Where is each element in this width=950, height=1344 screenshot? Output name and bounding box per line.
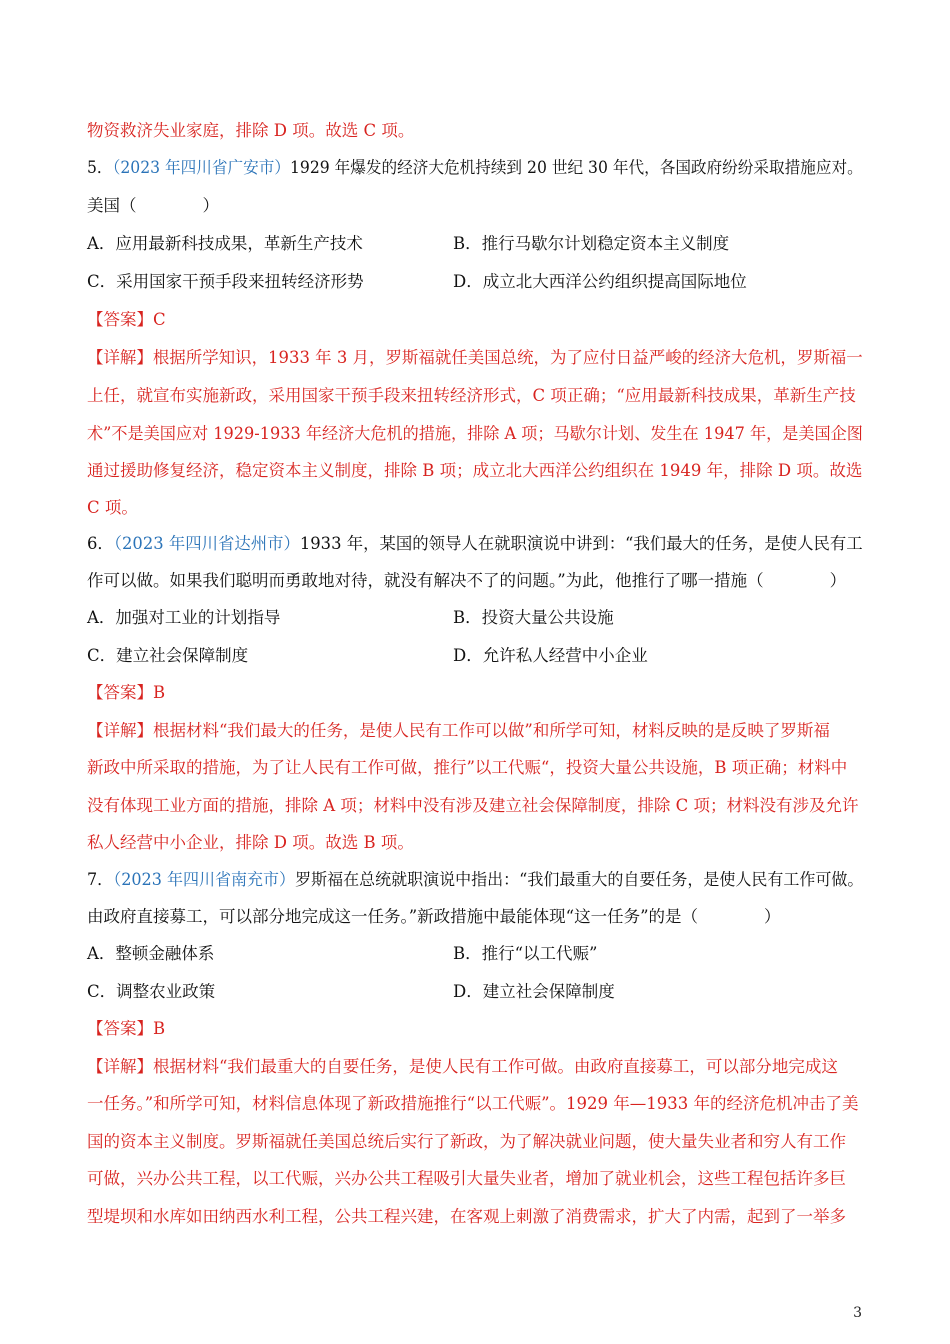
q6-detail-line: 私人经营中小企业，排除 D 项。故选 B 项。 — [87, 833, 414, 852]
q6-stem-line2: 作可以做。如果我们聪明而勇敢地对待，就没有解决不了的问题。”为此，他推行了哪一措施（ ） — [87, 571, 847, 590]
q6-option-a: A．加强对工业的计划指导 — [87, 608, 281, 627]
q6-detail-line: 新政中所采取的措施，为了让人民有工作可做，推行”以工代赈“，投资大量公共设施，B 项正确；材料中 — [87, 758, 848, 777]
q6-option-d: D．允许私人经营中小企业 — [453, 646, 648, 665]
q6-option-c: C．建立社会保障制度 — [87, 646, 249, 665]
q6-detail-line: 【详解】根据材料“我们最大的任务，是使人民有工作可以做”和所学可知，材料反映的是反映了罗斯福 — [87, 721, 830, 740]
q5-source: （2023 年四川省广安市） — [112, 158, 290, 177]
q7-option-a: A．整顿金融体系 — [87, 944, 215, 963]
q7-stem-line1 — [87, 869, 863, 891]
q5-option-d: D．成立北大西洋公约组织提高国际地位 — [453, 272, 747, 291]
q6-stem-line1 — [87, 533, 863, 555]
q5-stem-text1: 1929 年爆发的经济大危机持续到 20 世纪 30 年代，各国政府纷纷采取措施应对。 — [289, 158, 863, 177]
q6-answer: 【答案】B — [87, 683, 166, 702]
q7-detail-line: 【详解】根据材料“我们最重大的自要任务，是使人民有工作可做。由政府直接募工，可以部分地完成这 — [87, 1057, 838, 1076]
q6-source: （2023 年四川省达州市） — [113, 534, 300, 553]
carry-over-text: 物资救济失业家庭，排除 D 项。故选 C 项。 — [87, 121, 415, 140]
q5-detail-line: C 项。 — [87, 498, 138, 517]
q5-detail-line: 通过援助修复经济，稳定资本主义制度，排除 B 项；成立北大西洋公约组织在 1949 年，排除 D 项。故选 — [87, 461, 863, 480]
q5-stem-line2: 美国（ ） — [87, 196, 219, 215]
q5-number: 5． — [87, 158, 113, 177]
q6-stem-text1: 1933 年，某国的领导人在就职演说中讲到：“我们最大的任务，是使人民有工 — [299, 534, 863, 553]
q7-stem-text1: 罗斯福在总统就职演说中指出：“我们最重大的自要任务，是使人民有工作可做。 — [295, 870, 864, 889]
q7-source: （2023 年四川省南充市） — [113, 870, 296, 889]
q5-detail-line: 【详解】根据所学知识，1933 年 3 月，罗斯福就任美国总统，为了应付日益严峻的经济大危机，罗斯福一 — [87, 348, 863, 367]
q7-number: 7． — [87, 870, 114, 889]
q7-option-b: B．推行“以工代赈” — [453, 944, 598, 963]
q6-detail-line: 没有体现工业方面的措施，排除 A 项；材料中没有涉及建立社会保障制度，排除 C 项；材料没有涉及允许 — [87, 796, 859, 815]
q5-option-c: C．采用国家干预手段来扭转经济形势 — [87, 272, 364, 291]
q6-option-b: B．投资大量公共设施 — [453, 608, 614, 627]
q5-answer: 【答案】C — [87, 310, 166, 329]
q5-option-b: B．推行马歇尔计划稳定资本主义制度 — [453, 234, 730, 253]
q6-number: 6． — [87, 534, 114, 553]
q7-option-d: D．建立社会保障制度 — [453, 982, 615, 1001]
q5-stem-line1 — [87, 157, 863, 179]
q5-option-a: A．应用最新科技成果，革新生产技术 — [87, 234, 363, 253]
q7-detail-line: 一任务。”和所学可知，材料信息体现了新政措施推行“以工代赈”。1929 年—1933 年的经济危机冲击了美 — [87, 1094, 859, 1113]
q7-detail-line: 可做，兴办公共工程，以工代赈，兴办公共工程吸引大量失业者，增加了就业机会，这些工程包括许多巨 — [87, 1169, 846, 1188]
q7-stem-line2: 由政府直接募工，可以部分地完成这一任务。”新政措施中最能体现“这一任务”的是（ ） — [87, 907, 781, 926]
q7-detail-line: 国的资本主义制度。罗斯福就任美国总统后实行了新政，为了解决就业问题，使大量失业者和穷人有工作 — [87, 1132, 846, 1151]
q5-detail-line: 上任，就宣布实施新政，采用国家干预手段来扭转经济形式，C 项正确；“应用最新科技成果，革新生产技 — [87, 386, 856, 405]
q7-detail-line: 型堤坝和水库如田纳西水利工程，公共工程兴建，在客观上刺激了消费需求，扩大了内需，起到了一举多 — [87, 1207, 846, 1226]
q7-answer: 【答案】B — [87, 1019, 166, 1038]
q5-detail-line: 术”不是美国应对 1929-1933 年经济大危机的措施，排除 A 项；马歇尔计划、发生在 1947 年，是美国企图 — [87, 424, 863, 443]
page-number: 3 — [853, 1305, 862, 1321]
q7-option-c: C．调整农业政策 — [87, 982, 216, 1001]
